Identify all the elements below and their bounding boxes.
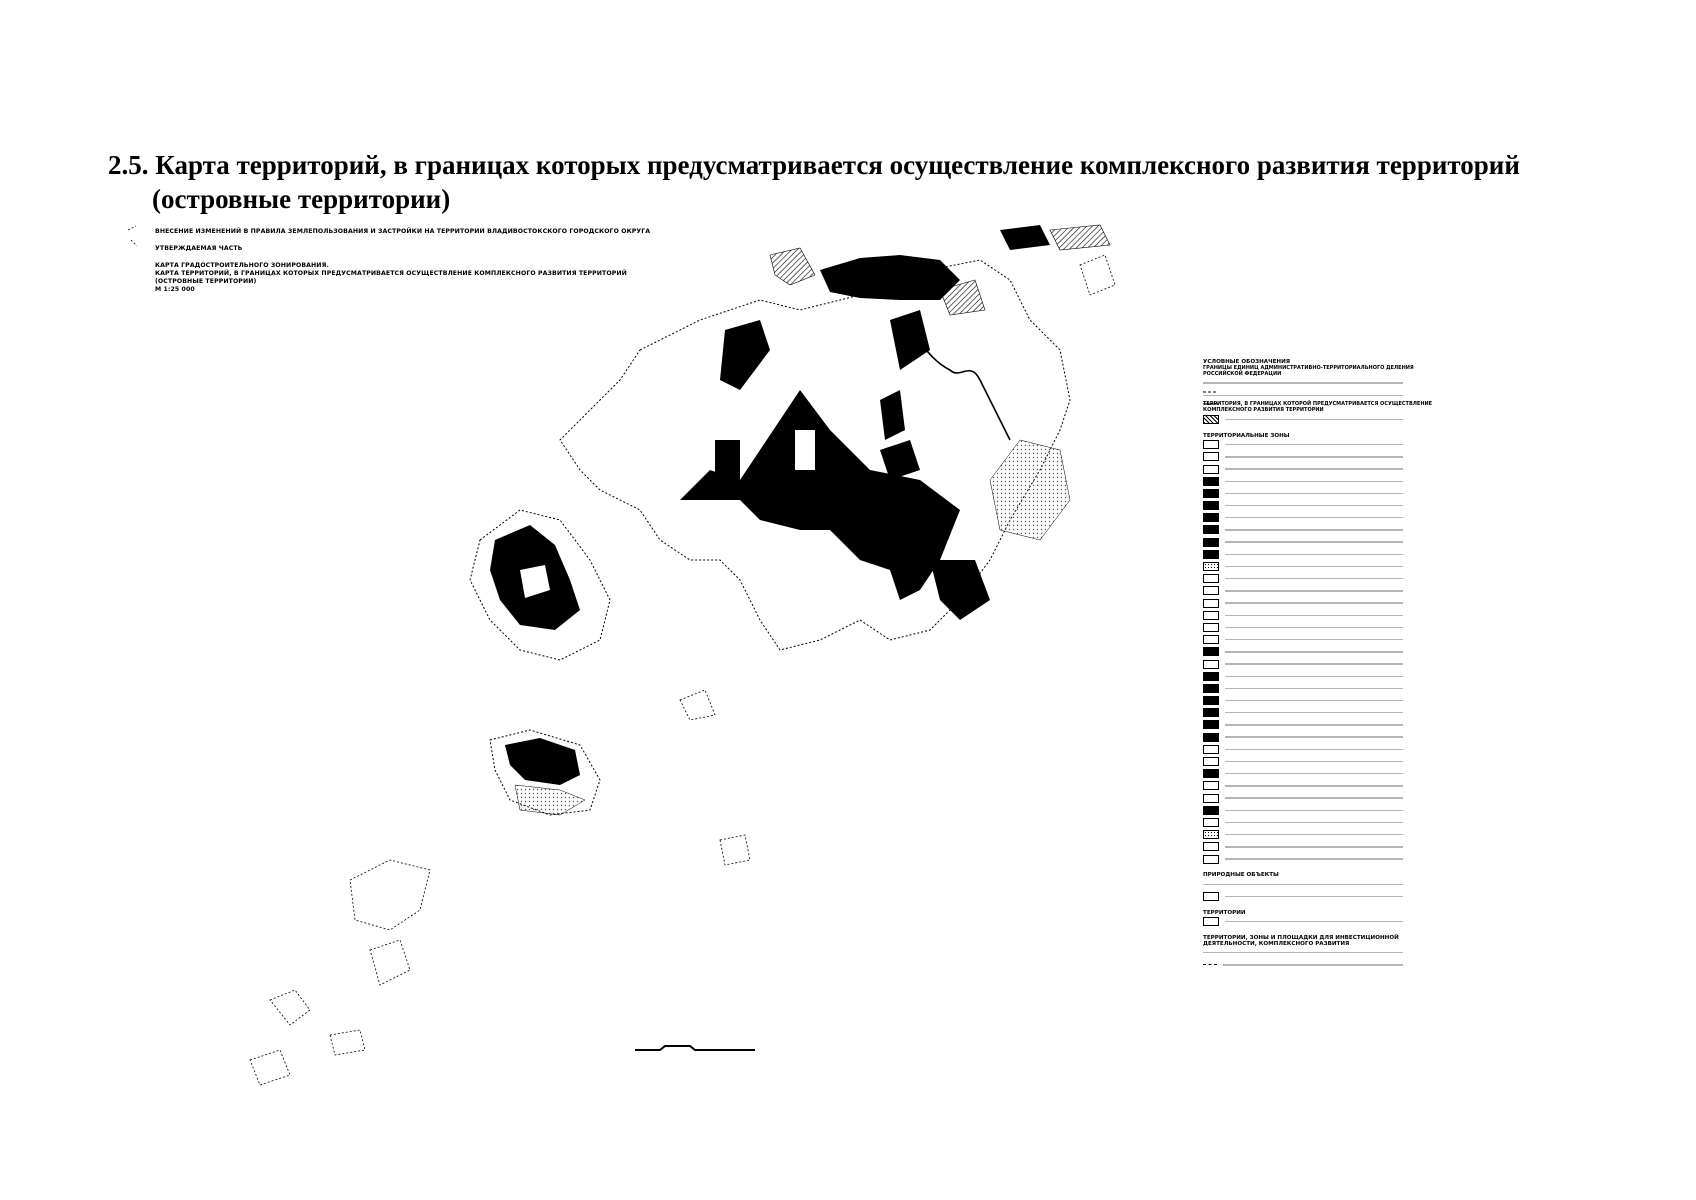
legend-row	[1203, 500, 1443, 512]
legend-row	[1203, 707, 1443, 719]
page-title-line1: 2.5. Карта территорий, в границах которых предусматривается осуществление комплексного развития территорий	[108, 150, 1520, 180]
map-legend	[1203, 352, 1443, 971]
white-parcel-1	[795, 430, 815, 470]
legend-title: УСЛОВНЫЕ ОБОЗНАЧЕНИЯ	[1203, 359, 1291, 365]
legend-row	[1203, 780, 1443, 792]
krt-zone-north-peninsula	[820, 255, 960, 300]
legend-row	[1203, 524, 1443, 536]
legend-row	[1203, 804, 1443, 816]
legend-row	[1203, 597, 1443, 609]
legend-row	[1203, 816, 1443, 828]
map-header-map-subname: КАРТА ТЕРРИТОРИЙ, В ГРАНИЦАХ КОТОРЫХ ПРЕДУСМАТРИВАЕТСЯ ОСУЩЕСТВЛЕНИЕ КОМПЛЕКСНОГО РАЗВИТИЯ ТЕРРИТОРИЙ	[155, 270, 627, 277]
legend-boundaries-heading: ГРАНИЦЫ ЕДИНИЦ АДМИНИСТРАТИВНО-ТЕРРИТОРИАЛЬНОГО ДЕЛЕНИЯ РОССИЙСКОЙ ФЕДЕРАЦИИ	[1203, 365, 1414, 377]
legend-row	[1203, 621, 1443, 633]
map-header-territory: (ОСТРОВНЫЕ ТЕРРИТОРИИ)	[155, 278, 257, 285]
legend-row	[1203, 585, 1443, 597]
legend-investment-heading: ТЕРРИТОРИИ, ЗОНЫ И ПЛОЩАДКИ ДЛЯ ИНВЕСТИЦИОННОЙ ДЕЯТЕЛЬНОСТИ, КОМПЛЕКСНОГО РАЗВИТИЯ	[1203, 934, 1399, 947]
legend-row	[1203, 829, 1443, 841]
legend-row	[1203, 634, 1443, 646]
legend-row	[1203, 792, 1443, 804]
krt-zone-west-block	[715, 440, 740, 480]
legend-row	[1203, 536, 1443, 548]
legend-row	[1203, 560, 1443, 572]
legend-row	[1203, 573, 1443, 585]
legend-natural-heading: ПРИРОДНЫЕ ОБЪЕКТЫ	[1203, 872, 1279, 879]
legend-row	[1203, 475, 1443, 487]
legend-row	[1203, 548, 1443, 560]
legend-row	[1203, 439, 1443, 451]
legend-territories-heading: ТЕРРИТОРИИ	[1203, 909, 1246, 916]
hatched-zone-far-north	[1050, 225, 1110, 250]
legend-row	[1203, 646, 1443, 658]
legend-row	[1203, 755, 1443, 767]
legend-row	[1203, 512, 1443, 524]
legend-row	[1203, 695, 1443, 707]
legend-row	[1203, 463, 1443, 475]
legend-row	[1203, 609, 1443, 621]
hatched-zone-north	[770, 248, 815, 285]
legend-row	[1203, 658, 1443, 670]
map-header-scale: М 1:25 000	[155, 286, 195, 293]
legend-row	[1203, 743, 1443, 755]
legend-row	[1203, 841, 1443, 853]
legend-row	[1203, 451, 1443, 463]
legend-zones-heading: ТЕРРИТОРИАЛЬНЫЕ ЗОНЫ	[1203, 432, 1290, 439]
header-corner-mark	[128, 226, 137, 246]
krt-zone-far-north	[1000, 225, 1050, 250]
legend-row	[1203, 487, 1443, 499]
legend-row	[1203, 670, 1443, 682]
map-header-map-name: КАРТА ГРАДОСТРОИТЕЛЬНОГО ЗОНИРОВАНИЯ.	[155, 262, 329, 269]
legend-row	[1203, 682, 1443, 694]
legend-row	[1203, 768, 1443, 780]
legend-row	[1203, 719, 1443, 731]
page-title-line2: (островные территории)	[152, 184, 451, 214]
legend-row	[1203, 731, 1443, 743]
scale-bar	[635, 1046, 755, 1050]
map-header-project: ВНЕСЕНИЕ ИЗМЕНЕНИЙ В ПРАВИЛА ЗЕМЛЕПОЛЬЗОВАНИЯ И ЗАСТРОЙКИ НА ТЕРРИТОРИИ ВЛАДИВОСТОКСКОГО ГОРОДСКОГО ОКРУГА	[155, 228, 651, 235]
legend-krt-heading: ТЕРРИТОРИЯ, В ГРАНИЦАХ КОТОРОЙ ПРЕДУСМАТРИВАЕТСЯ ОСУЩЕСТВЛЕНИЕ КОМПЛЕКСНОГО РАЗВИТИЯ ТЕРРИТОРИИ	[1203, 401, 1433, 414]
map-header-part: УТВЕРЖДАЕМАЯ ЧАСТЬ	[155, 245, 243, 252]
legend-row	[1203, 853, 1443, 865]
